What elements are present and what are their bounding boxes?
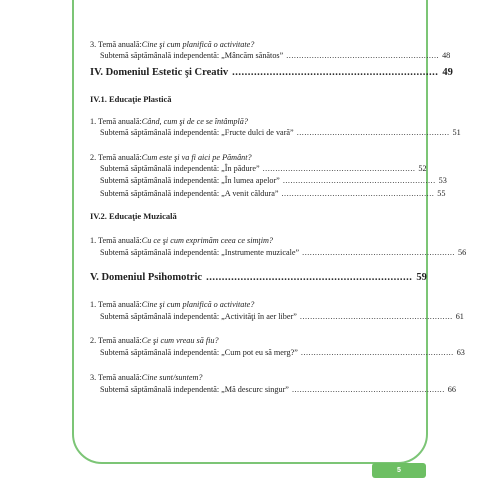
entry-page: 66 xyxy=(447,385,456,394)
toc-theme xyxy=(90,153,386,163)
leader-dots: ............................................................ xyxy=(291,385,445,394)
leader-dots: ............................................................ xyxy=(286,51,440,60)
toc-theme xyxy=(90,373,386,383)
leader-dots: ............................................................ xyxy=(296,128,450,137)
toc-section-heading[interactable] xyxy=(90,272,427,283)
section-page: 49 xyxy=(442,67,453,78)
theme-title: Cu ce şi cum exprimăm ceea ce simţim? xyxy=(141,236,273,245)
toc-subsection-heading: IV.1. Educaţie Plastică xyxy=(90,94,172,104)
toc-entry[interactable] xyxy=(100,248,467,258)
toc-theme xyxy=(90,336,386,346)
toc-entry[interactable] xyxy=(100,312,464,322)
theme-title: Cine sunt/suntem? xyxy=(141,373,203,382)
toc-theme xyxy=(90,40,386,50)
section-page: 59 xyxy=(416,272,427,283)
leader-dots: ............................................................ xyxy=(281,189,435,198)
toc-section-heading[interactable] xyxy=(90,67,453,78)
theme-prefix: 1. Temă anuală: xyxy=(90,236,142,245)
entry-page: 53 xyxy=(438,176,447,185)
entry-label: Subtemă săptămânală independentă: „Mă descurc singur” xyxy=(100,385,289,394)
entry-label: Subtemă săptămânală independentă: „Mâncăm sănătos” xyxy=(100,51,284,60)
page-number-tab xyxy=(372,463,426,478)
toc-entry[interactable] xyxy=(100,51,451,61)
theme-prefix: 3. Temă anuală: xyxy=(90,40,142,49)
toc-entry[interactable] xyxy=(100,164,427,174)
entry-label: Subtemă săptămânală independentă: „Fructe dulci de vară” xyxy=(100,128,294,137)
entry-page: 56 xyxy=(457,248,467,257)
toc-subsection-heading: IV.2. Educaţie Muzicală xyxy=(90,211,177,221)
theme-prefix: 2. Temă anuală: xyxy=(90,153,142,162)
theme-title: Cum este şi va fi aici pe Pământ? xyxy=(141,153,252,162)
entry-page: 61 xyxy=(455,312,464,321)
theme-prefix: 1. Temă anuală: xyxy=(90,117,142,126)
section-title: V. Domeniul Psihomotric xyxy=(90,272,203,283)
toc-theme xyxy=(90,236,386,246)
leader-dots: ............................................................ xyxy=(302,248,455,257)
entry-page: 63 xyxy=(456,348,465,357)
theme-title: Ce şi cum vreau să fiu? xyxy=(141,336,219,345)
leader-dots: .................................................................. xyxy=(232,67,439,78)
entry-page: 55 xyxy=(437,189,446,198)
theme-prefix: 3. Temă anuală: xyxy=(90,373,142,382)
toc-entry[interactable] xyxy=(100,385,456,395)
entry-label: Subtemă săptămânală independentă: „Cum pot eu să merg?” xyxy=(100,348,298,357)
entry-label: Subtemă săptămânală independentă: „În pădure” xyxy=(100,164,260,173)
entry-label: Subtemă săptămânală independentă: „Activităţi în aer liber” xyxy=(100,312,297,321)
theme-prefix: 2. Temă anuală: xyxy=(90,336,142,345)
toc-theme xyxy=(90,117,386,127)
leader-dots: ............................................................ xyxy=(262,164,416,173)
entry-label: Subtemă săptămânală independentă: „Instrumente muzicale” xyxy=(100,248,300,257)
theme-title: Cine şi cum planifică o activitate? xyxy=(141,40,255,49)
toc-entry[interactable] xyxy=(100,348,465,358)
page-number: 5 xyxy=(397,467,401,474)
leader-dots: ............................................................ xyxy=(299,312,453,321)
leader-dots: .................................................................. xyxy=(206,272,413,283)
leader-dots: ............................................................ xyxy=(282,176,436,185)
entry-label: Subtemă săptămânală independentă: „În lumea apelor” xyxy=(100,176,280,185)
entry-page: 52 xyxy=(418,164,427,173)
theme-prefix: 1. Temă anuală: xyxy=(90,300,142,309)
toc-entry[interactable] xyxy=(100,128,461,138)
leader-dots: ............................................................ xyxy=(300,348,454,357)
toc-theme xyxy=(90,300,386,310)
theme-title: Cine şi cum planifică o activitate? xyxy=(141,300,255,309)
theme-title: Când, cum şi de ce se întâmplă? xyxy=(141,117,248,126)
entry-page: 48 xyxy=(442,51,451,60)
toc-entry[interactable] xyxy=(100,189,446,199)
entry-page: 51 xyxy=(452,128,461,137)
section-title: IV. Domeniul Estetic şi Creativ xyxy=(90,67,229,78)
entry-label: Subtemă săptămânală independentă: „A venit căldura” xyxy=(100,189,279,198)
toc-entry[interactable] xyxy=(100,176,447,186)
